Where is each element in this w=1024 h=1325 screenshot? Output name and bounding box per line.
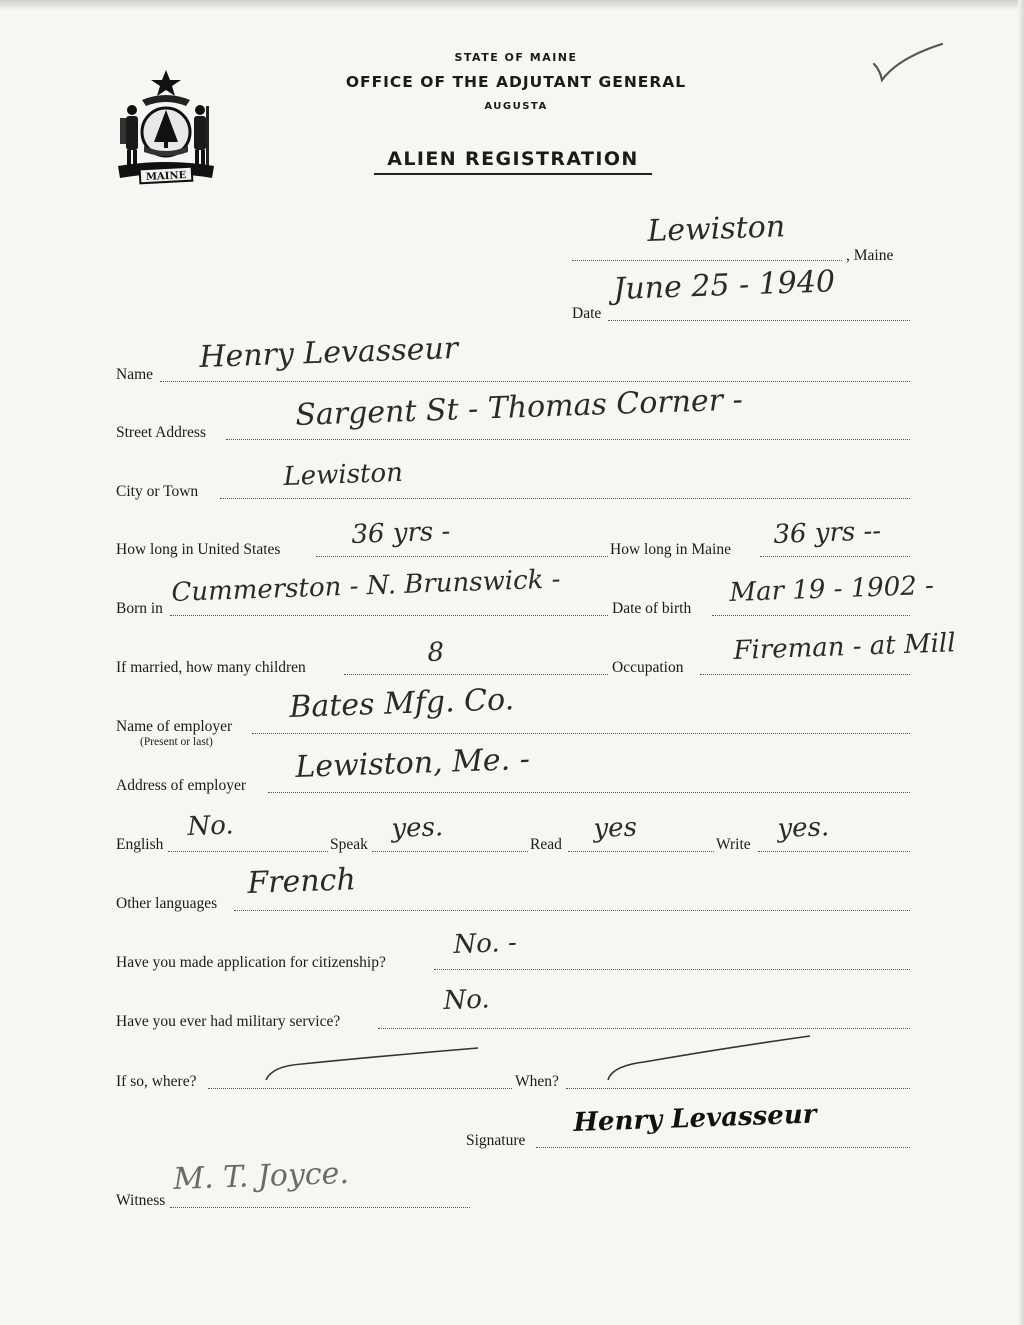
other-languages-line (234, 910, 910, 911)
city-value: Lewiston (282, 457, 404, 492)
date-label: Date (572, 305, 602, 322)
street-line (226, 439, 910, 440)
born-in-label: Born in (116, 600, 163, 617)
occupation-label: Occupation (612, 659, 684, 676)
employer-note: (Present or last) (140, 736, 213, 748)
speak-label: Speak (330, 836, 368, 853)
how-long-us-line (316, 556, 608, 557)
children-value: 8 (426, 637, 445, 668)
name-line (160, 381, 910, 382)
children-line (344, 674, 608, 675)
write-value: yes. (776, 812, 830, 844)
occupation-line (700, 674, 910, 675)
military-label: Have you ever had military service? (116, 1013, 341, 1030)
where-strike-mark (262, 1044, 482, 1084)
employer-address-label: Address of employer (116, 777, 246, 794)
place-line (572, 260, 842, 261)
employer-address-value: Lewiston, Me. - (294, 741, 531, 785)
other-languages-label: Other languages (116, 895, 218, 912)
city-line (220, 498, 910, 499)
name-value: Henry Levasseur (198, 330, 459, 375)
military-value: No. (442, 984, 491, 1016)
other-languages-value: French (246, 862, 357, 901)
english-value: No. (186, 810, 235, 842)
employer-address-line (268, 792, 910, 793)
where-line (208, 1088, 512, 1089)
date-of-birth-label: Date of birth (612, 600, 692, 617)
when-line (566, 1088, 910, 1089)
street-label: Street Address (116, 424, 206, 441)
how-long-me-value: 36 yrs -- (772, 516, 882, 550)
citizenship-value: No. - (452, 927, 518, 960)
signature-line (536, 1147, 910, 1148)
occupation-value: Fireman - at Mill (732, 628, 957, 666)
write-line (758, 851, 910, 852)
citizenship-label: Have you made application for citizenship? (116, 954, 386, 971)
header-city: AUGUSTA (484, 101, 548, 112)
street-value: Sargent St - Thomas Corner - (294, 382, 744, 433)
place-value: Lewiston (646, 209, 786, 249)
checkmark-icon (868, 40, 946, 92)
date-value: June 25 - 1940 (612, 264, 836, 307)
speak-line (372, 851, 528, 852)
read-label: Read (530, 836, 562, 853)
city-label: City or Town (116, 483, 199, 500)
write-label: Write (716, 836, 751, 853)
witness-label: Witness (116, 1192, 166, 1209)
header-office: OFFICE OF THE ADJUTANT GENERAL (345, 73, 687, 91)
when-label: When? (515, 1073, 559, 1090)
header-state: STATE OF MAINE (454, 51, 578, 64)
citizenship-line (434, 969, 910, 970)
form-title: ALIEN REGISTRATION (374, 148, 652, 175)
english-line (168, 851, 328, 852)
read-line (568, 851, 714, 852)
how-long-me-label: How long in Maine (610, 541, 731, 558)
where-label: If so, where? (116, 1073, 197, 1090)
employer-label: Name of employer (116, 718, 233, 735)
date-of-birth-line (712, 615, 910, 616)
born-in-value: Cummerston - N. Brunswick - (170, 564, 561, 608)
read-value: yes (592, 812, 638, 844)
date-line (608, 320, 910, 321)
seal-text: MAINE (145, 169, 187, 184)
scan-edge-right (1018, 0, 1024, 1325)
employer-line (252, 733, 910, 734)
military-line (378, 1028, 910, 1029)
english-label: English (116, 836, 164, 853)
how-long-me-line (760, 556, 910, 557)
children-label: If married, how many children (116, 659, 306, 676)
signature-value: Henry Levasseur (572, 1099, 817, 1138)
born-in-line (170, 615, 608, 616)
how-long-us-value: 36 yrs - (350, 516, 451, 550)
name-label: Name (116, 366, 154, 383)
date-of-birth-value: Mar 19 - 1902 - (728, 570, 935, 608)
speak-value: yes. (390, 812, 444, 844)
scan-edge-top (0, 0, 1024, 10)
employer-value: Bates Mfg. Co. (288, 682, 515, 725)
witness-line (170, 1207, 470, 1208)
signature-label: Signature (466, 1132, 526, 1149)
witness-value: M. T. Joyce. (172, 1155, 350, 1197)
state-suffix-label: , Maine (846, 247, 894, 264)
when-strike-mark (604, 1032, 814, 1084)
how-long-us-label: How long in United States (116, 541, 281, 558)
